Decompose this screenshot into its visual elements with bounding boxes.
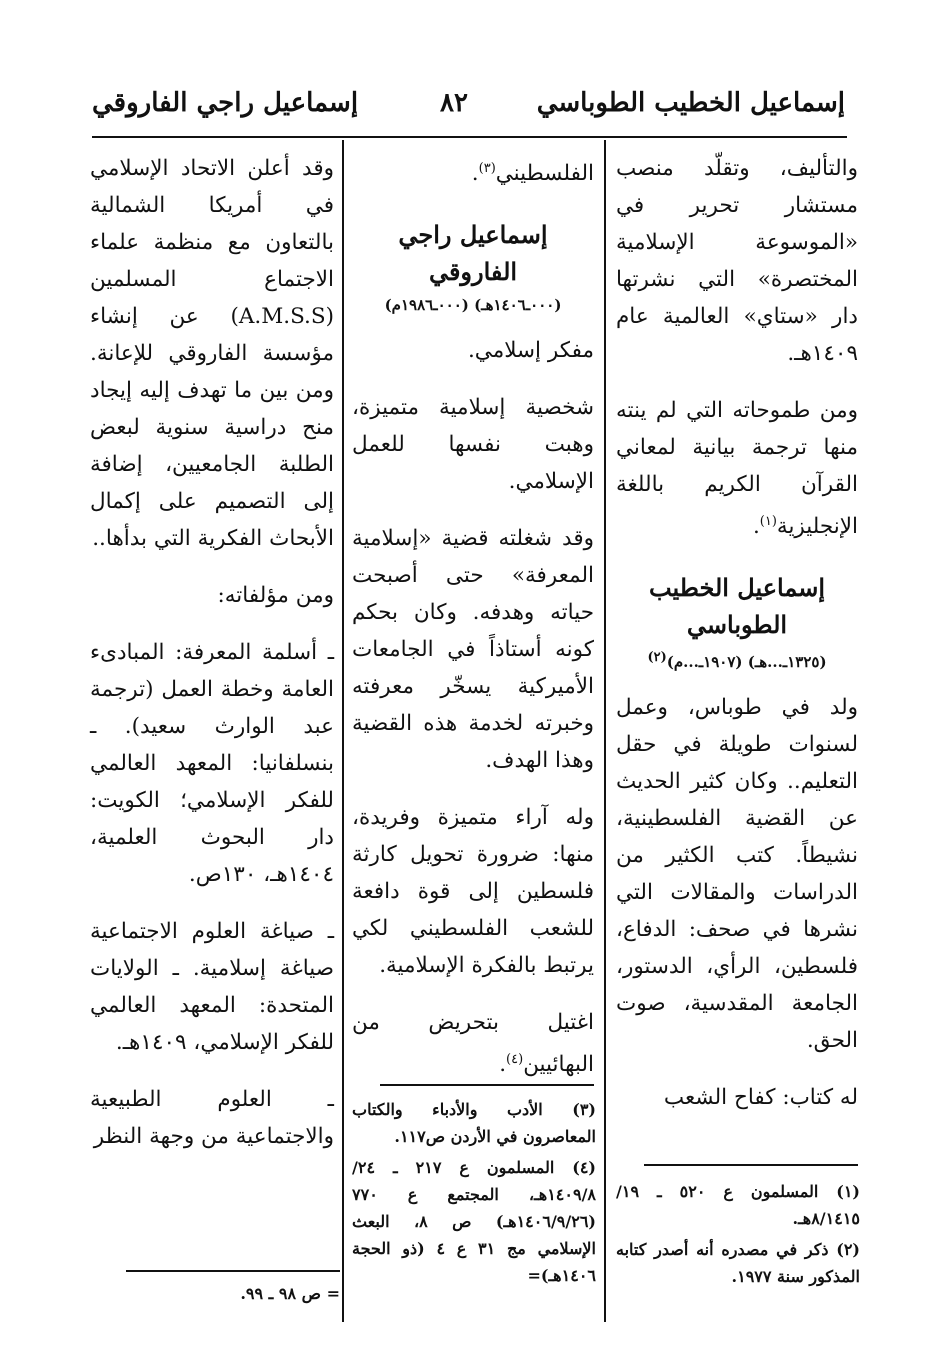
paragraph: وله آراء متميزة وفريدة، منها: ضرورة تحويل كارثة فلسطين إلى قوة دافعة للشعب الفلسطيني لكي يرتبط بالفكرة الإسلامية. xyxy=(352,805,594,979)
paragraph: والتأليف، وتقلّد منصب مستشار تحرير في «الموسوعة الإسلامية المختصرة» التي نشرتها دار «ستاي» العالمية عام ١٤٠٩هـ. xyxy=(616,156,858,366)
column-divider-left xyxy=(342,140,344,1322)
footnote: (٤) المسلمون ع ٢١٧ ـ ٢٤/ ١٤٠٩/٨هـ، المجتمع ع ٧٧٠ (١٤٠٦/٩/٢٦هـ) ص ٨، البعث الإسلامي مج ٣١ ع ٤ (ذو الحجة ١٤٠٦هـ)= xyxy=(352,1158,596,1285)
paragraph: شخصية إسلامية متميزة، وهبت نفسها للعمل الإسلامي. xyxy=(352,395,594,495)
entry-dates: (٠٠٠ـ١٤٠٦هـ) (٠٠٠ـ١٩٨٦م) xyxy=(384,296,562,315)
paragraph: وقد أعلن الاتحاد الإسلامي في أمريكا الشمالية بالتعاون مع منظمة علماء الاجتماع المسلمين (A.M.S.S) عن إنشاء مؤسسة الفاروقي للإعانة. ومن بين ما تهدف إليه إيجاد منح دراسية سنوية لبعض الطلبة الجامعيين، إضافة إلى التصميم على إكمال الأبحاث الفكرية التي بدأها.. xyxy=(90,156,334,551)
footnote-ref: (٢) xyxy=(647,650,667,666)
running-header-left: إسماعيل راجي الفاروقي xyxy=(92,88,359,118)
entry-title: إسماعيل راجي الفاروقي xyxy=(398,220,548,287)
paragraph: له كتاب: كفاح الشعب xyxy=(663,1085,858,1111)
page-number: ٨٢ xyxy=(440,88,468,118)
paragraph: وقد شغلته قضية «إسلامية المعرفة» حتى أصبحت حياته وهدفه. وكان بحكم كونه أستاذاً في الجامعات الأميركية يسخّر معرفته وخبرته لخدمة هذه القضية وهذا الهدف. xyxy=(352,526,594,774)
footnote-rule-right xyxy=(644,1164,858,1166)
footnote: (٢) ذكر في مصدره أنه أصدر كتابه المذكور سنة ١٩٧٧. xyxy=(616,1240,860,1286)
paragraph: مفكر إسلامي. xyxy=(467,338,594,364)
footnote: (١) المسلمون ع ٥٢٠ ـ ١٩/ ٨/١٤١٥هـ. xyxy=(616,1182,860,1228)
column-divider-right xyxy=(604,140,606,1322)
column-left xyxy=(90,150,334,1175)
entry-dates: (١٣٢٥ـ...هـ) (١٩٠٧ـ...م)(٢) xyxy=(647,650,827,672)
footnote-ref: (١) xyxy=(759,514,777,529)
footnote: (٣) الأدب والأدباء والكتاب المعاصرون في الأردن ص١١٧. xyxy=(352,1100,596,1146)
paragraph: الفلسطيني$^{(٣)}$. xyxy=(471,161,594,187)
paragraph: ومن مؤلفاته: xyxy=(217,583,334,608)
footnote-ref: (٤) xyxy=(506,1052,524,1068)
footnotes-left xyxy=(90,1280,340,1311)
paragraph: ولد في طوباس، وعمل لسنوات طويلة في حقل التعليم.. وكان كثير الحديث عن القضية الفلسطينية، نشيطاً. كتب الكثير من الدراسات والمقالات التي نشرها في صحف: الدفاع، فلسطين، الرأي، الدستور، الجامعة المقدسية، صوت الحق. xyxy=(616,695,858,1054)
column-right xyxy=(616,150,858,1136)
paragraph: ـ العلوم الطبيعية والاجتماعية من وجهة النظر xyxy=(90,1087,334,1149)
header-rule xyxy=(92,136,847,138)
paragraph: ومن طموحاته التي لم ينته منها ترجمة بيانية لمعاني القرآن الكريم باللغة الإنجليزية$^{(١)}$. xyxy=(616,398,858,540)
paragraph: ـ صياغة العلوم الاجتماعية صياغة إسلامية. ـ الولايات المتحدة: المعهد العالمي للفكر الإسلامي، ١٤٠٩هـ. xyxy=(90,919,334,1055)
footnotes-right xyxy=(616,1178,860,1294)
running-header-right: إسماعيل الخطيب الطوباسي xyxy=(536,88,845,118)
column-middle xyxy=(352,150,594,1103)
footnote-rule-left xyxy=(126,1270,340,1272)
footnote-rule-middle xyxy=(380,1084,594,1086)
entry-title: إسماعيل الخطيب الطوباسي xyxy=(648,573,826,640)
paragraph: ـ أسلمة المعرفة: المبادىء العامة وخطة العمل (ترجمة عبد الوارث سعيد). ـ بنسلفانيا: المعهد العالمي للفكر الإسلامي؛ الكويت: دار البحوث العلمية، ١٤٠٤هـ، ١٣٠ص. xyxy=(90,640,334,887)
paragraph: اغتيل بتحريض من البهائيين$^{(٤)}$. xyxy=(352,1010,594,1078)
footnotes-middle xyxy=(352,1096,596,1293)
footnote: = ص ٩٨ ـ ٩٩. xyxy=(240,1284,340,1303)
footnote-ref: (٣) xyxy=(478,161,496,176)
